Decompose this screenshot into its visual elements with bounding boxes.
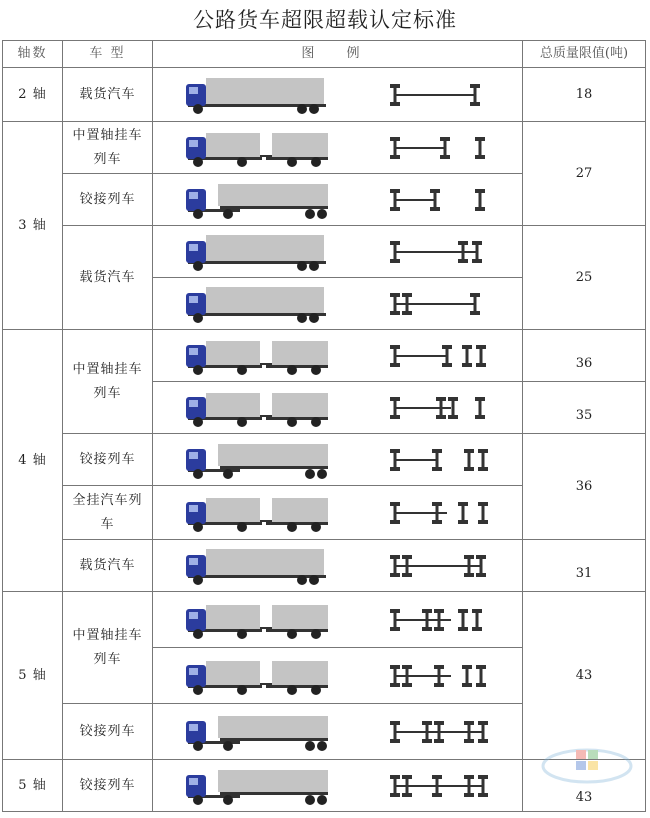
truck-icon <box>180 492 330 534</box>
limit-cell: 18 <box>523 68 646 122</box>
vehicle-type-cell: 铰接列车 <box>63 760 153 812</box>
table-row <box>3 68 646 122</box>
truck-icon <box>180 283 330 325</box>
limit-cell: 35 <box>523 382 646 434</box>
axle-diagram-icon <box>385 80 495 110</box>
truck-icon <box>180 179 330 221</box>
axle-count-cell: 3 轴 <box>3 122 63 330</box>
illustration-pair <box>153 387 522 429</box>
table-header-row <box>3 41 646 68</box>
illustration-pair <box>153 283 522 325</box>
truck-icon <box>180 127 330 169</box>
illustration-cell <box>153 540 523 592</box>
axle-diagram-icon <box>385 445 495 475</box>
table-row <box>3 226 646 278</box>
table-row <box>3 540 646 592</box>
limit-cell: 43 <box>523 760 646 812</box>
illustration-cell <box>153 382 523 434</box>
vehicle-type-cell: 中置轴挂车列车 <box>63 122 153 174</box>
illustration-pair <box>153 545 522 587</box>
regulation-table <box>2 40 646 812</box>
truck-icon <box>180 655 330 697</box>
axle-diagram-icon <box>385 133 495 163</box>
table-row <box>3 122 646 174</box>
axle-count-cell: 2 轴 <box>3 68 63 122</box>
axle-diagram-icon <box>385 717 495 747</box>
vehicle-type-cell: 中置轴挂车列车 <box>63 330 153 434</box>
truck-icon <box>180 387 330 429</box>
illustration-cell <box>153 278 523 330</box>
illustration-cell <box>153 226 523 278</box>
header-axles: 轴数 <box>3 41 63 68</box>
table-row <box>3 592 646 648</box>
truck-icon <box>180 765 330 807</box>
truck-icon <box>180 335 330 377</box>
axle-diagram-icon <box>385 237 495 267</box>
truck-icon <box>180 599 330 641</box>
illustration-cell <box>153 592 523 648</box>
axle-diagram-icon <box>385 185 495 215</box>
illustration-cell <box>153 648 523 704</box>
truck-icon <box>180 711 330 753</box>
illustration-cell <box>153 486 523 540</box>
illustration-pair <box>153 231 522 273</box>
vehicle-type-cell: 载货汽车 <box>63 226 153 330</box>
limit-cell: 31 <box>523 540 646 592</box>
vehicle-type-cell: 铰接列车 <box>63 434 153 486</box>
illustration-pair <box>153 655 522 697</box>
illustration-pair <box>153 599 522 641</box>
limit-cell: 36 <box>523 434 646 540</box>
limit-cell: 36 <box>523 330 646 382</box>
axle-count-cell: 5 轴 <box>3 592 63 760</box>
axle-diagram-icon <box>385 498 495 528</box>
table-row <box>3 434 646 486</box>
illustration-pair <box>153 492 522 534</box>
vehicle-type-cell: 全挂汽车列车 <box>63 486 153 540</box>
axle-diagram-icon <box>385 393 495 423</box>
axle-diagram-icon <box>385 661 495 691</box>
vehicle-type-cell: 铰接列车 <box>63 174 153 226</box>
limit-cell: 25 <box>523 226 646 330</box>
axle-diagram-icon <box>385 771 495 801</box>
illustration-pair <box>153 179 522 221</box>
axle-diagram-icon <box>385 605 495 635</box>
axle-count-cell: 5 轴 <box>3 760 63 812</box>
vehicle-type-cell: 载货汽车 <box>63 68 153 122</box>
vehicle-type-cell: 中置轴挂车列车 <box>63 592 153 704</box>
illustration-pair <box>153 335 522 377</box>
illustration-cell <box>153 704 523 760</box>
illustration-pair <box>153 711 522 753</box>
axle-count-cell: 4 轴 <box>3 330 63 592</box>
illustration-cell <box>153 760 523 812</box>
illustration-pair <box>153 127 522 169</box>
illustration-pair <box>153 765 522 807</box>
truck-icon <box>180 439 330 481</box>
axle-diagram-icon <box>385 341 495 371</box>
truck-icon <box>180 545 330 587</box>
table-row <box>3 330 646 382</box>
illustration-cell <box>153 330 523 382</box>
illustration-pair <box>153 439 522 481</box>
truck-icon <box>180 74 330 116</box>
header-type: 车 型 <box>63 41 153 68</box>
illustration-pair <box>153 74 522 116</box>
illustration-cell <box>153 434 523 486</box>
limit-cell: 43 <box>523 592 646 760</box>
vehicle-type-cell: 铰接列车 <box>63 704 153 760</box>
header-illustration: 图 例 <box>153 41 523 68</box>
vehicle-type-cell: 载货汽车 <box>63 540 153 592</box>
axle-diagram-icon <box>385 551 495 581</box>
watermark-logo <box>540 744 635 790</box>
limit-cell: 27 <box>523 122 646 226</box>
illustration-cell <box>153 122 523 174</box>
page-title: 公路货车超限超载认定标准 <box>193 8 457 32</box>
illustration-cell <box>153 68 523 122</box>
header-limit: 总质量限值(吨) <box>523 41 646 68</box>
illustration-cell <box>153 174 523 226</box>
truck-icon <box>180 231 330 273</box>
axle-diagram-icon <box>385 289 495 319</box>
